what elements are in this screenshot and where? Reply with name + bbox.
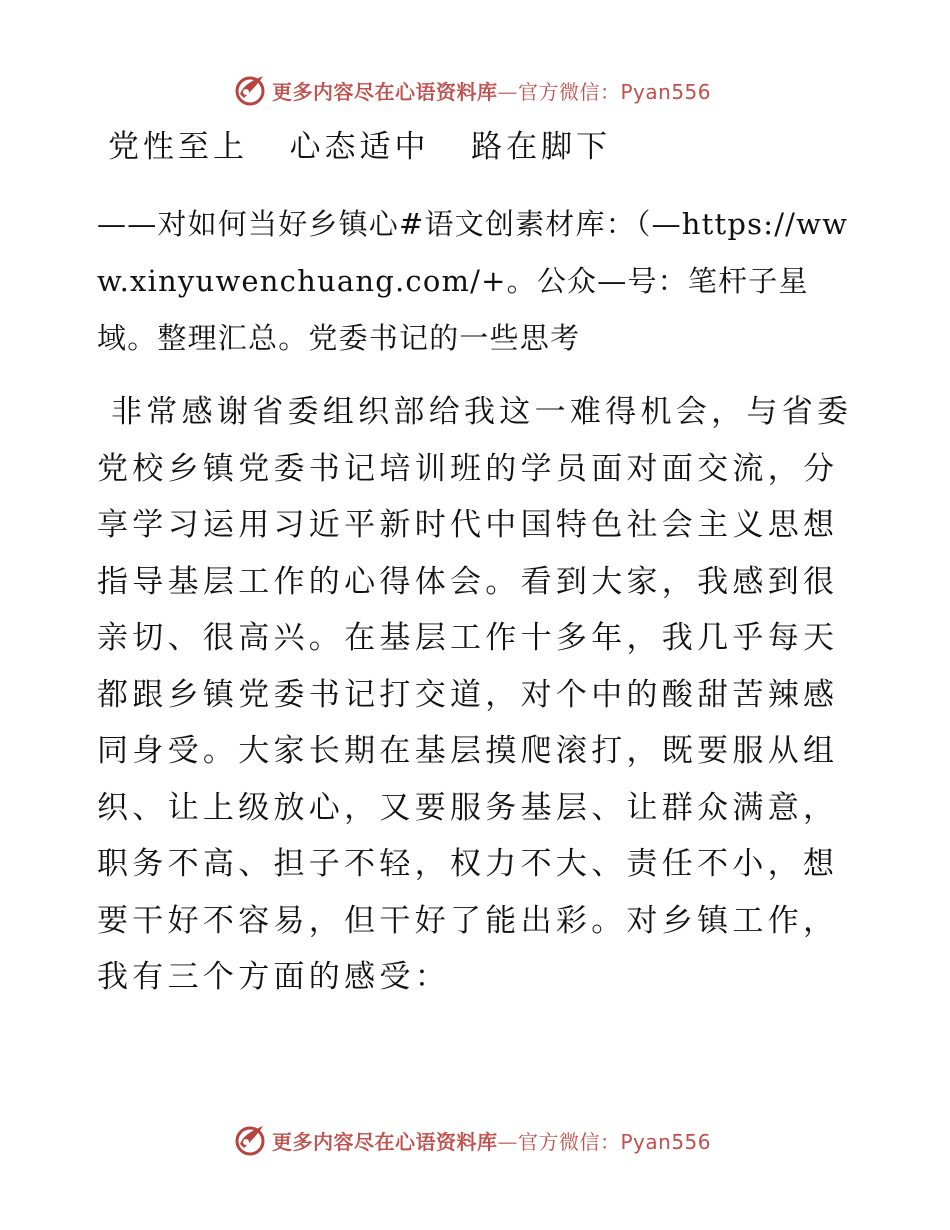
footer-banner-text: 更多内容尽在心语资料库—官方微信：Pyan556 bbox=[272, 1129, 712, 1154]
footer-watermark-banner bbox=[232, 1120, 732, 1160]
document-paragraph: 非常感谢省委组织部给我这一难得机会，与省委党校乡镇党委书记培训班的学员面对面交流，分享学习运用习近平新时代中国特色社会主义思想指导基层工作的心得体会。看到大家，我感到很亲切、很高兴。在基层工作十多年，我几乎每天都跟乡镇党委书记打交道，对个中的酸甜苦辣感同身受。大家长期在基层摸爬滚打，既要服从组织、让上级放心，又要服务基层、让群众满意，职务不高、担子不轻，权力不大、责任不小，想要干好不容易，但干好了能出彩。对乡镇工作，我有三个方面的感受： bbox=[97, 394, 853, 995]
document-subtitle: ——对如何当好乡镇心#语文创素材库：（—https://www.xinyuwenchuang.com/+。公众—号：笔杆子星域。整理汇总。党委书记的一些思考 bbox=[97, 207, 849, 355]
header-watermark-banner bbox=[232, 70, 732, 110]
ink-brush-logo-icon bbox=[232, 72, 268, 108]
ink-brush-logo-icon bbox=[232, 1122, 268, 1158]
header-banner-text: 更多内容尽在心语资料库—官方微信：Pyan556 bbox=[272, 79, 712, 104]
document-title: 党性至上 心态适中 路在脚下 bbox=[108, 129, 612, 165]
